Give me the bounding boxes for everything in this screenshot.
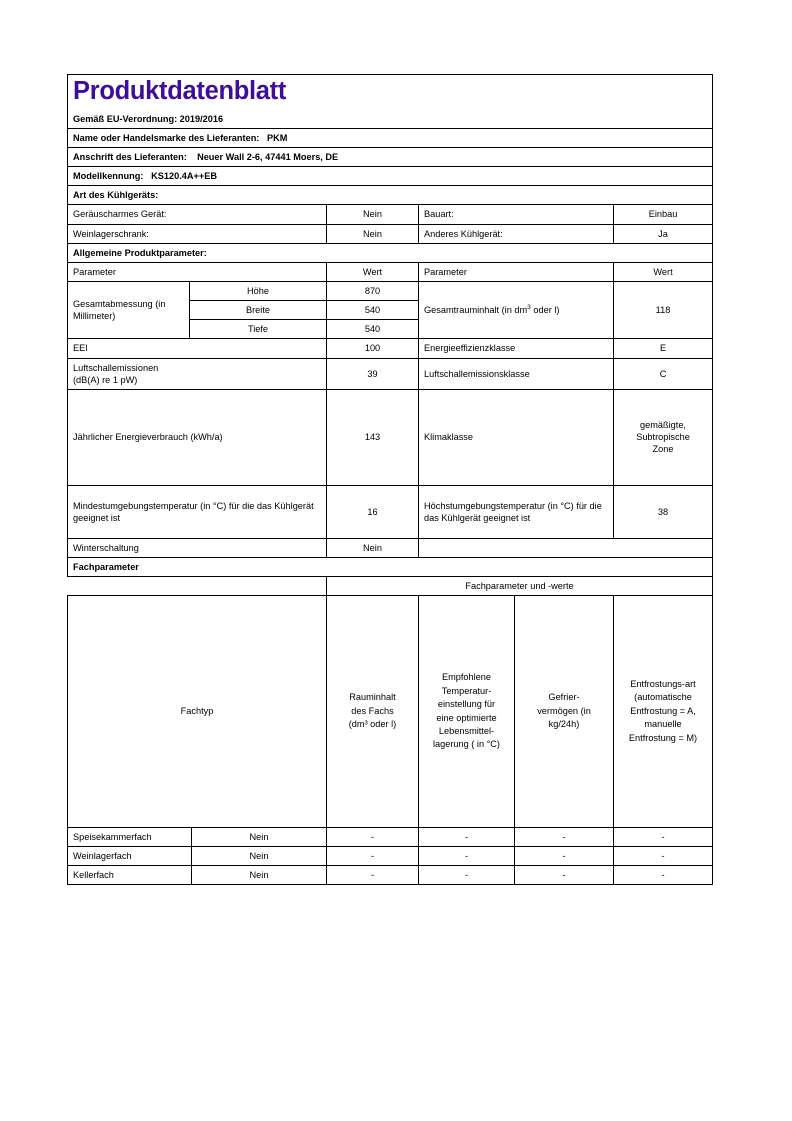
table-row [68,847,713,866]
address-row [68,148,713,167]
main-table [67,74,713,577]
compartment-temperature-2: - [419,866,515,885]
climate-class-label: Klimaklasse [419,389,614,485]
compartment-present-0: Nein [192,828,327,847]
fachtyp-header: Fachtyp [68,596,327,828]
winter-setting-row [68,538,713,557]
dimension-row-height [68,282,713,301]
winter-setting-value: Nein [327,538,419,557]
parameter-header-left: Parameter [68,262,327,281]
climate-class-value: gemäßigte, Subtropische Zone [614,389,713,485]
address-value: Neuer Wall 2-6, 47441 Moers, DE [197,152,339,163]
compartment-name-1: Weinlagerfach [68,847,192,866]
noise-emissions-label: Luftschallemissionen (dB(A) re 1 pW) [68,358,327,389]
address-cell [68,148,713,167]
model-row [68,167,713,186]
page-title: Produktdatenblatt [73,77,287,105]
title-cell [68,75,713,129]
compartment-defrost-type-1: - [614,847,713,866]
dimension-value-height: 870 [327,282,419,301]
compartment-defrost-type-0: - [614,828,713,847]
compartment-name-2: Kellerfach [68,866,192,885]
winter-setting-label: Winterschaltung [68,538,327,557]
overall-dimensions-label: Gesamtabmessung (in Millimeter) [68,282,190,339]
eei-value: 100 [327,339,419,358]
noise-row [68,358,713,389]
parameter-header-right: Parameter [419,262,614,281]
wine-cabinet-value: Nein [327,224,419,243]
total-volume-value: 118 [614,282,713,339]
energy-class-value: E [614,339,713,358]
compartment-volume-header: Rauminhalt des Fachs (dm³ oder l) [327,596,419,828]
annual-energy-value: 143 [327,389,419,485]
supplier-cell [68,128,713,147]
compartment-present-1: Nein [192,847,327,866]
compartment-section-row [68,558,713,577]
noise-class-value: C [614,358,713,389]
appliance-type-section-row [68,186,713,205]
model-label: Modellkennung: [73,171,144,182]
value-header-left: Wert [327,262,419,281]
table-row [68,828,713,847]
compartment-table [67,576,713,886]
min-temperature-value: 16 [327,485,419,538]
model-cell [68,167,713,186]
general-parameters-section-row [68,243,713,262]
total-volume-label: Gesamtrauminhalt (in $dm^3$ oder l) [419,282,614,339]
regulation-subtitle: Gemäß EU-Verordnung: 2019/2016 [73,113,224,124]
compartment-temperature-0: - [419,828,515,847]
other-appliance-value: Ja [614,224,713,243]
compartment-defrost-type-2: - [614,866,713,885]
max-temperature-value: 38 [614,485,713,538]
general-parameters-header-row [68,262,713,281]
compartment-temperature-header: Empfohlene Temperatur- einstellung für eine optimierte Lebensmittel- lagerung ( in °C) [419,596,515,828]
address-label: Anschrift des Lieferanten: [73,152,187,163]
energy-class-label: Energieeffizienzklasse [419,339,614,358]
build-type-value: Einbau [614,205,713,224]
band-header-spacer [68,576,327,595]
dimension-sublabel-height: Höhe [190,282,327,301]
dimension-value-depth: 540 [327,320,419,339]
dimension-sublabel-width: Breite [190,301,327,320]
compartment-band-header-row [68,576,713,595]
min-temperature-label: Mindestumgebungstemperatur (in °C) für die das Kühlgerät geeignet ist [68,485,327,538]
value-header-right: Wert [614,262,713,281]
supplier-value: PKM [267,132,288,143]
eei-row [68,339,713,358]
compartment-volume-1: - [327,847,419,866]
noise-class-label: Luftschallemissionsklasse [419,358,614,389]
low-noise-label: Geräuscharmes Gerät: [68,205,327,224]
compartment-present-2: Nein [192,866,327,885]
appliance-type-section-label: Art des Kühlgeräts: [68,186,713,205]
eei-label: EEI [68,339,327,358]
dimension-sublabel-depth: Tiefe [190,320,327,339]
supplier-label: Name oder Handelsmarke des Lieferanten: [73,132,260,143]
annual-energy-label: Jährlicher Energieverbrauch (kWh/a) [68,389,327,485]
compartment-column-header-row [68,596,713,828]
appliance-type-row-1 [68,224,713,243]
compartment-freezing-capacity-2: - [515,866,614,885]
compartment-volume-2: - [327,866,419,885]
noise-emissions-value: 39 [327,358,419,389]
model-value: KS120.4A++EB [151,171,217,182]
title-row [68,75,713,129]
compartment-freezing-capacity-0: - [515,828,614,847]
winter-setting-empty-cell [419,538,713,557]
max-temperature-label: Höchstumgebungstemperatur (in °C) für die das Kühlgerät geeignet ist [419,485,614,538]
ambient-temperature-row [68,485,713,538]
general-parameters-section-label: Allgemeine Produktparameter: [68,243,713,262]
compartment-temperature-1: - [419,847,515,866]
supplier-row [68,128,713,147]
dimension-value-width: 540 [327,301,419,320]
compartment-band-header: Fachparameter und -werte [327,576,713,595]
wine-cabinet-label: Weinlagerschrank: [68,224,327,243]
compartment-freezing-capacity-1: - [515,847,614,866]
appliance-type-row-0 [68,205,713,224]
volume-unit-superscript: 3 [527,304,531,312]
compartment-volume-0: - [327,828,419,847]
compartment-name-0: Speisekammerfach [68,828,192,847]
energy-consumption-row [68,389,713,485]
table-row [68,866,713,885]
compartment-freezing-capacity-header: Gefrier- vermögen (in kg/24h) [515,596,614,828]
compartment-defrost-type-header: Entfrostungs-art (automatische Entfrostung = A, manuelle Entfrostung = M) [614,596,713,828]
other-appliance-label: Anderes Kühlgerät: [419,224,614,243]
build-type-label: Bauart: [419,205,614,224]
compartment-section-label: Fachparameter [68,558,713,577]
product-data-sheet [67,74,712,885]
low-noise-value: Nein [327,205,419,224]
